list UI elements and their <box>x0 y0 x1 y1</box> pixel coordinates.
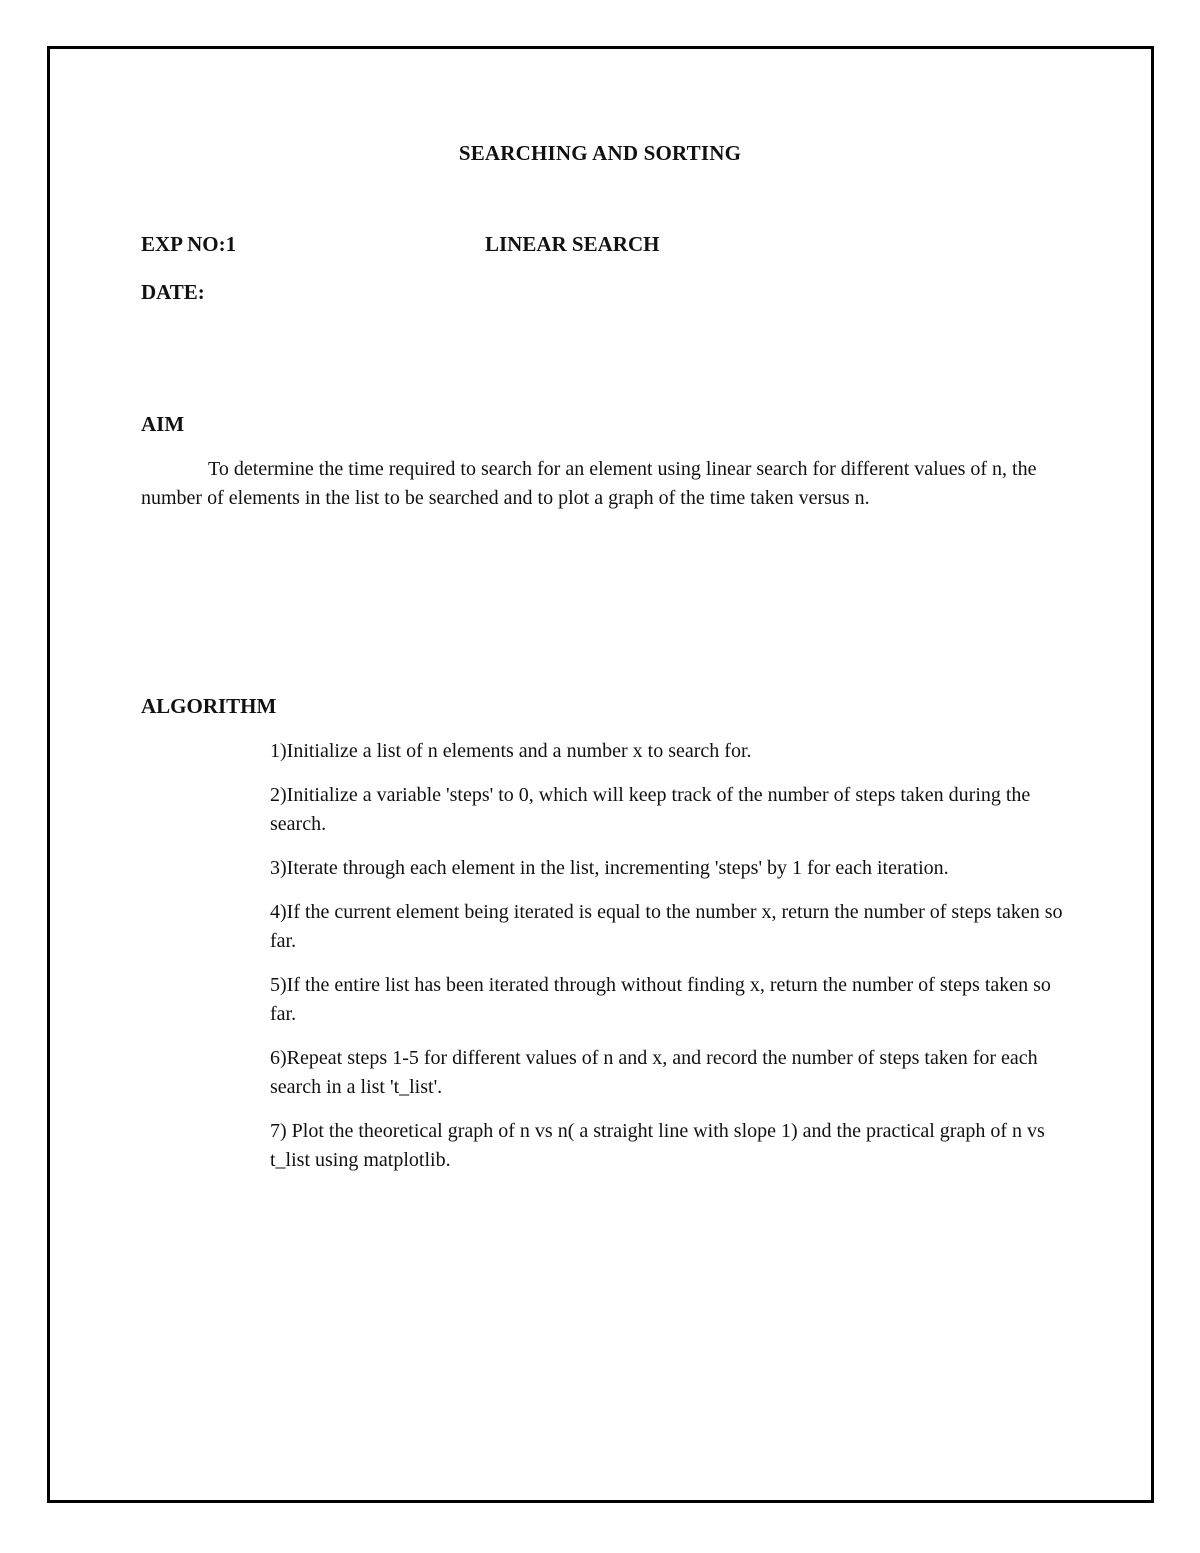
section-title: SEARCHING AND SORTING <box>458 141 742 165</box>
algorithm-step-1: 1)Initialize a list of n elements and a number x to search for. <box>270 740 752 762</box>
date-label: DATE: <box>141 280 205 304</box>
algorithm-step-3: 3)Iterate through each element in the list, incrementing 'steps' by 1 for each iteration. <box>270 857 949 879</box>
algorithm-step-7: 7) Plot the theoretical graph of n vs n( a straight line with slope 1) and the practical graph of n vs t_list using matplotlib. <box>270 1120 1045 1171</box>
algorithm-step-6: 6)Repeat steps 1-5 for different values of n and x, and record the number of steps taken for each search in a list 't_list'. <box>270 1047 1038 1098</box>
aim-text: To determine the time required to search for an element using linear search for different values of n, the number of elements in the list to be searched and to plot a graph of the time taken versus n. <box>141 458 1037 509</box>
algorithm-steps-list <box>270 737 1070 1190</box>
algorithm-step-5: 5)If the entire list has been iterated through without finding x, return the number of steps taken so far. <box>270 974 1051 1025</box>
algorithm-heading: ALGORITHM <box>141 694 277 718</box>
algorithm-step-4: 4)If the current element being iterated is equal to the number x, return the number of steps taken so far. <box>270 901 1063 952</box>
experiment-title: LINEAR SEARCH <box>485 232 660 256</box>
experiment-number: EXP NO:1 <box>141 232 237 256</box>
algorithm-step-2: 2)Initialize a variable 'steps' to 0, which will keep track of the number of steps taken during the search. <box>270 784 1031 835</box>
aim-heading: AIM <box>141 412 185 436</box>
